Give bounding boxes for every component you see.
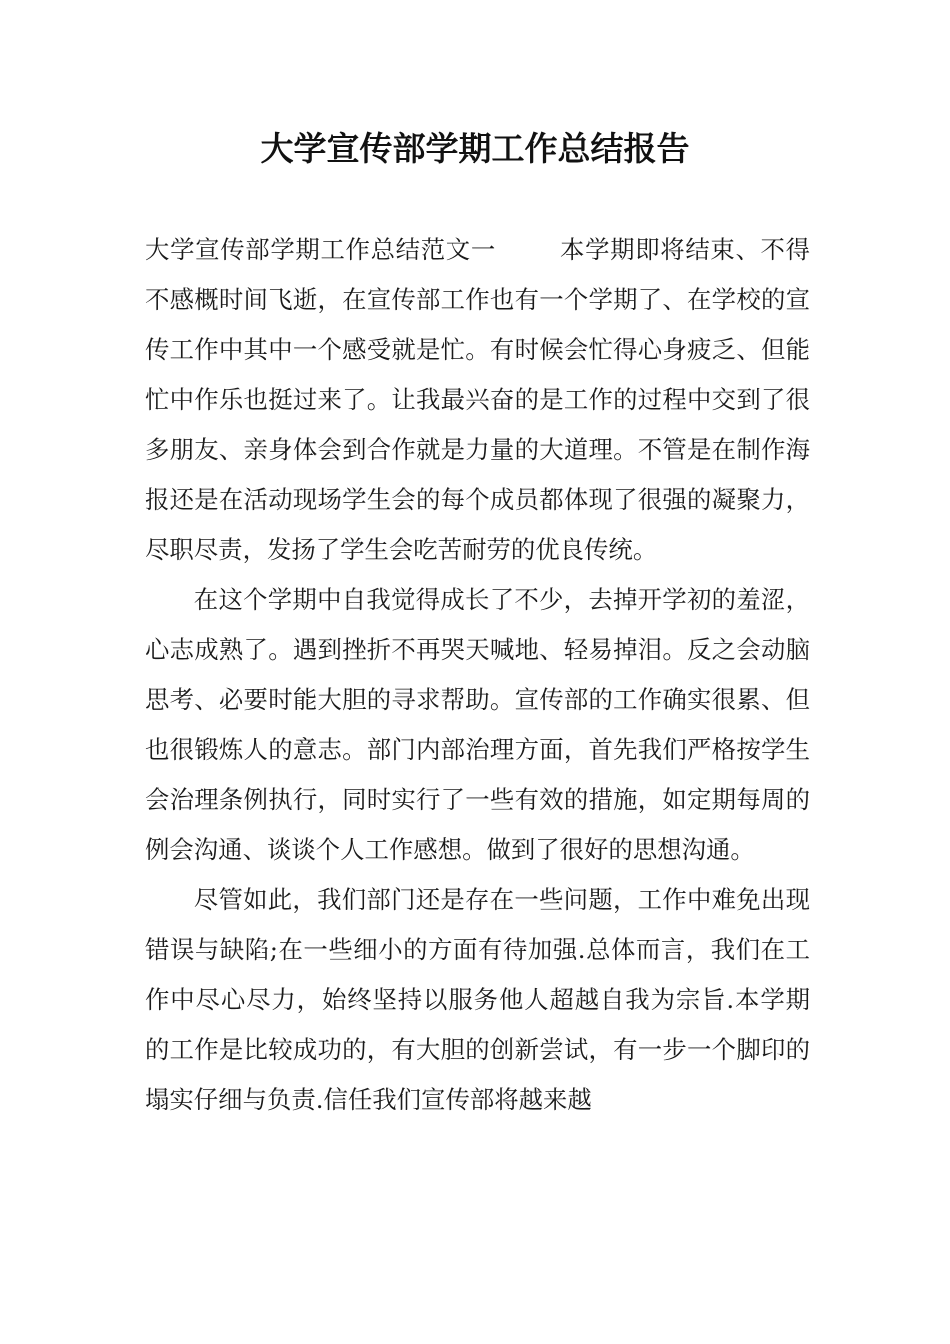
document-subtitle: 大学宣传部学期工作总结范文一: [145, 235, 496, 264]
paragraph-3: 尽管如此，我们部门还是存在一些问题，工作中难免出现错误与缺陷;在一些细小的方面有待加强.总体而言，我们在工作中尽心尽力，始终坚持以服务他人超越自我为宗旨.本学期的工作是比较成功的，有大胆的创新尝试，有一步一个脚印的塌实仔细与负责.信任我们宣传部将越来越: [145, 885, 810, 1114]
paragraph-1: [145, 225, 810, 575]
paragraph-2: 在这个学期中自我觉得成长了不少，去掉开学初的羞涩，心志成熟了。遇到挫折不再哭天喊地、轻易掉泪。反之会动脑思考、必要时能大胆的寻求帮助。宣传部的工作确实很累、但也很锻炼人的意志。部门内部治理方面，首先我们严格按学生会治理条例执行，同时实行了一些有效的措施，如定期每周的例会沟通、谈谈个人工作感想。做到了很好的思想沟通。: [145, 585, 810, 864]
document-body: [145, 225, 810, 1125]
document-title: 大学宣传部学期工作总结报告: [260, 129, 690, 168]
paragraph-1-text: 本学期即将结束、不得不感概时间飞逝，在宣传部工作也有一个学期了、在学校的宣传工作中其中一个感受就是忙。有时候会忙得心身疲乏、但能忙中作乐也挺过来了。让我最兴奋的是工作的过程中交到了很多朋友、亲身体会到合作就是力量的大道理。不管是在制作海报还是在活动现场学生会的每个成员都体现了很强的凝聚力，尽职尽责，发扬了学生会吃苦耐劳的优良传统。: [145, 235, 810, 564]
